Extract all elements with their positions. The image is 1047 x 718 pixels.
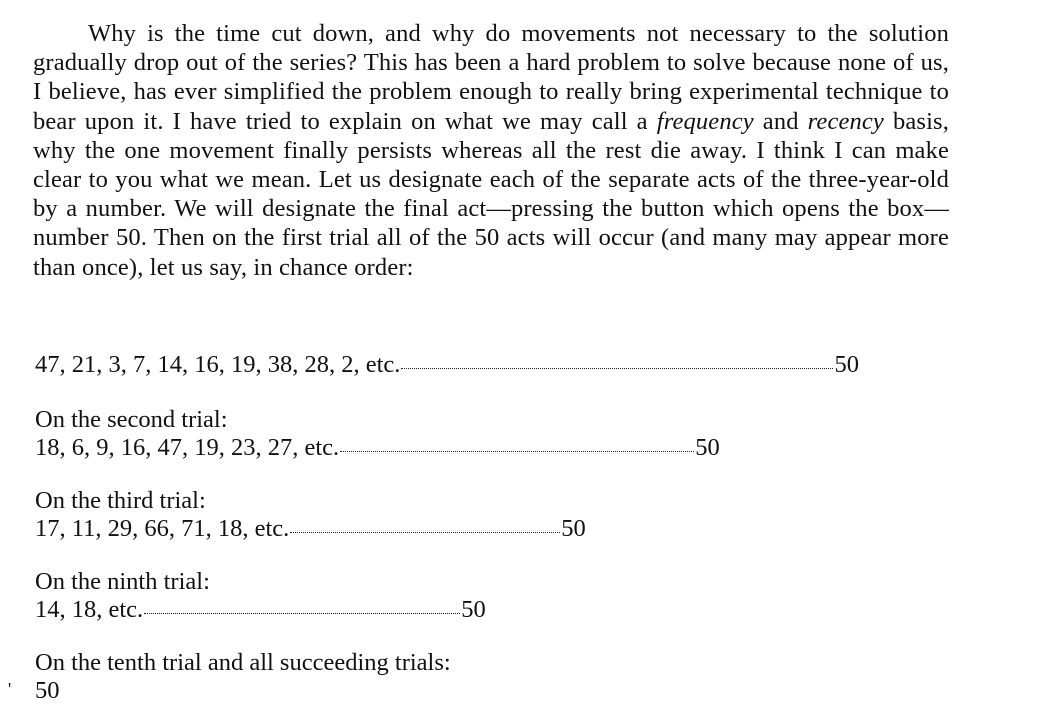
trial-first: [35, 351, 859, 379]
paragraph-text-part1: Why is the time cut down, and why do movements not necessary to the solution gradually drop out of the series? This has been a hard problem to solve because none of us, I believe, has ever simplified the problem enough to really bring experimental technique to bear upon it. I have tried to explain on what we may call a: [33, 20, 949, 135]
dot-leader: [144, 613, 460, 614]
trial-ninth: [35, 568, 486, 624]
trial-first-line: [35, 351, 859, 379]
trial-third-sequence: 17, 11, 29, 66, 71, 18, etc.: [35, 515, 290, 542]
italic-term-frequency: frequency: [656, 107, 754, 135]
margin-mark: ': [8, 679, 12, 699]
trial-second-line: [35, 434, 720, 462]
trial-third: [35, 487, 586, 543]
trial-ninth-line: [35, 596, 486, 624]
trial-ninth-sequence: 14, 18, etc.: [35, 596, 144, 623]
trial-second-final: 50: [695, 434, 720, 461]
dot-leader: [340, 451, 694, 452]
trial-tenth-and-after: [35, 649, 451, 705]
trial-tenth-line: [35, 677, 451, 705]
trial-second-sequence: 18, 6, 9, 16, 47, 19, 23, 27, etc.: [35, 434, 340, 461]
dot-leader: [401, 368, 833, 369]
paragraph-text-part3: basis, why the one movement finally persists whereas all the rest die away. I think I can make clear to you what we mean. Let us designate each of the separate acts of the three-year-old by a number. We will designate the final act—pressing the button which opens the box—number 50. Then on the first trial all of the 50 acts will occur (and many may appear more than once), let us say, in chance order:: [33, 107, 949, 281]
trial-ninth-label: On the ninth trial:: [35, 568, 210, 595]
trial-third-final: 50: [561, 515, 586, 542]
trial-ninth-final: 50: [461, 596, 486, 623]
trial-first-sequence: 47, 21, 3, 7, 14, 16, 19, 38, 28, 2, etc.: [35, 351, 401, 378]
trial-second: [35, 406, 720, 462]
trial-first-final: 50: [834, 351, 859, 378]
trial-third-label: On the third trial:: [35, 487, 206, 514]
italic-term-recency: recency: [807, 107, 884, 135]
trial-tenth-label: On the tenth trial and all succeeding trials:: [35, 649, 451, 676]
dot-leader: [290, 532, 560, 533]
body-paragraph: [33, 19, 949, 282]
paragraph-text-part2: and: [753, 107, 808, 135]
trial-third-line: [35, 515, 586, 543]
trial-second-label: On the second trial:: [35, 406, 228, 433]
trial-tenth-final: 50: [35, 677, 60, 704]
